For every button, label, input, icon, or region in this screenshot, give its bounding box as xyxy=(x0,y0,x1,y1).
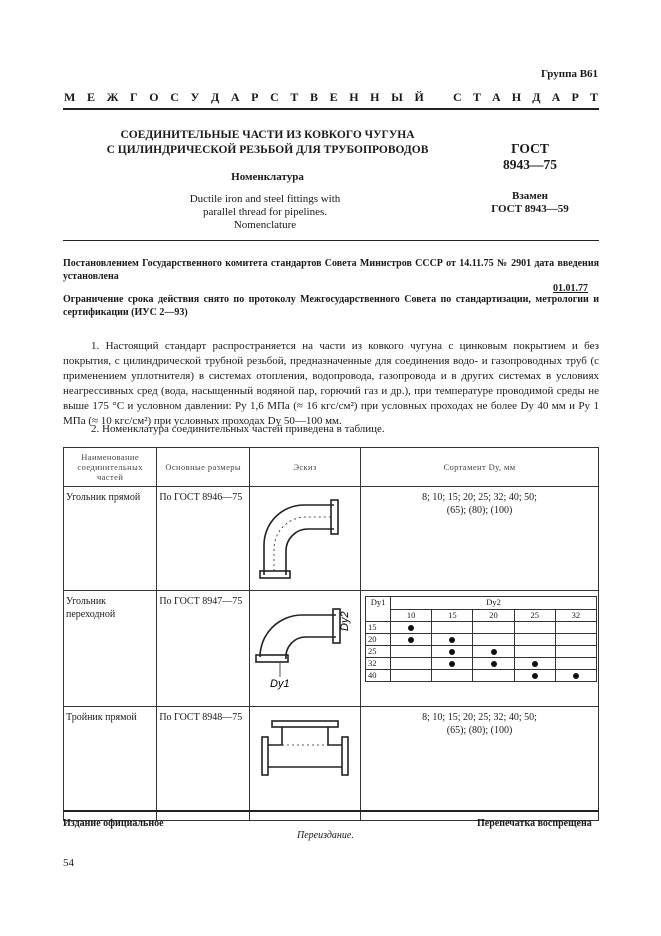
table-row xyxy=(64,591,599,707)
inner-header-dy2: Dу2 xyxy=(391,597,597,610)
dot-icon xyxy=(573,673,579,679)
inner-cell xyxy=(555,622,596,634)
reprint-note: Перепечатка воспрещена xyxy=(477,818,592,829)
inner-cell xyxy=(555,634,596,646)
inner-cell xyxy=(391,646,432,658)
dot-icon xyxy=(449,637,455,643)
inner-col-header: 25 xyxy=(514,609,555,622)
inner-col-header: 20 xyxy=(473,609,514,622)
inner-cell xyxy=(391,634,432,646)
elbow-sketch-icon xyxy=(250,487,360,587)
banner-letter: Т xyxy=(290,90,299,104)
banner-letter: Ы xyxy=(391,90,403,104)
inner-cell xyxy=(432,646,473,658)
dot-icon xyxy=(449,661,455,667)
inner-cell xyxy=(391,658,432,670)
row-range: 8; 10; 15; 20; 25; 32; 40; 50; (65); (80); (100) xyxy=(422,492,537,516)
english-title: Ductile iron and steel fittings with parallel thread for pipelines. Nomenclature xyxy=(189,193,341,231)
inner-cell xyxy=(514,658,555,670)
label-dy1: Dy1 xyxy=(270,678,290,690)
inner-cell xyxy=(391,670,432,682)
document-title: СОЕДИНИТЕЛЬНЫЕ ЧАСТИ ИЗ КОВКОГО ЧУГУНА С ЦИЛИНДРИЧЕСКОЙ РЕЗЬБОЙ ДЛЯ ТРУБОПРОВОДОВ xyxy=(106,129,429,156)
inner-row xyxy=(366,670,597,682)
inner-cell xyxy=(391,622,432,634)
banner-letter: С xyxy=(270,90,279,104)
inner-cell xyxy=(555,658,596,670)
standard-banner xyxy=(64,90,598,105)
reducing-sizes-table xyxy=(365,596,597,682)
footer-rule xyxy=(63,810,599,812)
inner-cell xyxy=(555,670,596,682)
banner-letter: С xyxy=(453,90,462,104)
inner-cell xyxy=(555,646,596,658)
row-sizes: По ГОСТ 8946—75 xyxy=(159,492,243,503)
inner-header-dy1: Dу1 xyxy=(366,597,391,622)
limit-text: Ограничение срока действия снято по протоколу Межгосударственного Совета по стандартизации, метрологии и сертификации (ИУС 2—93) xyxy=(63,294,599,318)
inner-col-header: 32 xyxy=(555,609,596,622)
banner-letter: Р xyxy=(571,90,579,104)
banner-letter: Т xyxy=(589,90,598,104)
group-code: Группа В61 xyxy=(541,68,599,80)
inner-cell xyxy=(432,658,473,670)
banner-letter: Г xyxy=(130,90,138,104)
inner-row xyxy=(366,634,597,646)
banner-letter: Н xyxy=(511,90,522,104)
inner-row-label: 25 xyxy=(366,646,391,658)
banner-letter: А xyxy=(551,90,561,104)
row-name: Угольник переходной xyxy=(66,596,116,620)
inner-col-header: 10 xyxy=(391,609,432,622)
banner-letter: Н xyxy=(349,90,359,104)
replaces-standard: Взамен ГОСТ 8943—59 xyxy=(491,190,569,215)
header-range: Сортамент Dу, мм xyxy=(361,448,599,487)
effective-date: 01.01.77 xyxy=(553,283,588,294)
banner-letter: Е xyxy=(329,90,338,104)
sketch-reducing-elbow xyxy=(250,591,361,707)
dot-icon xyxy=(449,649,455,655)
table-intro: 2. Номенклатура соединительных частей приведена в таблице. xyxy=(91,423,385,435)
inner-row-label: 32 xyxy=(366,658,391,670)
gost-number: ГОСТ 8943—75 xyxy=(503,141,557,172)
inner-row-label: 15 xyxy=(366,622,391,634)
sketch-straight-tee xyxy=(250,707,361,821)
banner-left xyxy=(64,90,424,105)
banner-letter: Р xyxy=(251,90,259,104)
row-name: Тройник прямой xyxy=(66,712,137,723)
header-name: Наименование соединительных частей xyxy=(64,448,157,487)
table-row xyxy=(64,487,599,591)
banner-letter: Е xyxy=(86,90,95,104)
dot-icon xyxy=(408,625,414,631)
row-sizes: По ГОСТ 8947—75 xyxy=(159,596,243,607)
inner-cell xyxy=(514,646,555,658)
inner-row-label: 20 xyxy=(366,634,391,646)
inner-cell xyxy=(432,634,473,646)
header-sketch: Эскиз xyxy=(250,448,361,487)
dot-icon xyxy=(491,661,497,667)
banner-letter: Т xyxy=(472,90,481,104)
nomenclature-table xyxy=(63,447,599,821)
banner-letter: Д xyxy=(210,90,220,104)
row-sizes: По ГОСТ 8948—75 xyxy=(159,712,243,723)
edition-note: Издание официальное xyxy=(63,818,164,829)
inner-col-header: 15 xyxy=(432,609,473,622)
inner-cell xyxy=(432,622,473,634)
title-rule xyxy=(63,240,599,241)
inner-cell xyxy=(473,658,514,670)
banner-letter: В xyxy=(309,90,318,104)
inner-row xyxy=(366,646,597,658)
scope-paragraph: 1. Настоящий стандарт распространяется на части из ковкого чугуна с цинковым покрытием и без покрытия, с цилиндрической трубной резьбой, предназначенные для соединения водо- и газопроводных труб (с применением уплотнителя) в системах отопления, водопровода, газопровода и в других системах в условиях неагрессивных сред (вода, насыщенный водяной пар, горючий газ и др.), при температуре проводимой среды не выше 175 °С и условном давлении: Pу 1,6 МПа (≈ 16 кгс/см²) при условных проходах не более Dу 40 мм и Pу 1 МПа (≈ 10 кгс/см²) при условных проходах Dу 50—100 мм. xyxy=(63,340,599,427)
row-name: Угольник прямой xyxy=(66,492,141,503)
banner-letter: Н xyxy=(370,90,380,104)
banner-letter: У xyxy=(190,90,200,104)
reissue-note: Переиздание. xyxy=(297,830,354,841)
banner-letter: А xyxy=(491,90,501,104)
inner-cell xyxy=(514,622,555,634)
header-sizes: Основные размеры xyxy=(157,448,250,487)
inner-cell xyxy=(473,622,514,634)
table-row xyxy=(64,707,599,821)
reducing-elbow-sketch-icon xyxy=(250,591,360,703)
tee-sketch-icon xyxy=(250,707,360,817)
header-rule xyxy=(63,108,599,110)
dot-icon xyxy=(491,649,497,655)
banner-letter: С xyxy=(170,90,179,104)
page-number: 54 xyxy=(63,857,74,869)
inner-row xyxy=(366,622,597,634)
dot-icon xyxy=(532,661,538,667)
inner-cell xyxy=(473,646,514,658)
inner-cell xyxy=(473,634,514,646)
banner-letter: М xyxy=(64,90,76,104)
banner-letter: Д xyxy=(532,90,541,104)
banner-right xyxy=(453,90,598,105)
sketch-straight-elbow xyxy=(250,487,361,591)
banner-letter: Й xyxy=(414,90,424,104)
banner-letter: Ж xyxy=(106,90,119,104)
document-subtitle: Номенклатура xyxy=(231,171,304,183)
label-dy2: Dy2 xyxy=(339,611,352,631)
inner-cell xyxy=(514,670,555,682)
inner-row xyxy=(366,658,597,670)
inner-cell xyxy=(514,634,555,646)
decree-text: Постановлением Государственного комитета стандартов Совета Министров СССР от 14.11.75 № 2901 дата введения установлена xyxy=(63,258,599,282)
row-range: 8; 10; 15; 20; 25; 32; 40; 50; (65); (80); (100) xyxy=(422,712,537,736)
inner-cell xyxy=(473,670,514,682)
dot-icon xyxy=(532,673,538,679)
inner-cell xyxy=(432,670,473,682)
inner-row-label: 40 xyxy=(366,670,391,682)
banner-letter: О xyxy=(149,90,159,104)
dot-icon xyxy=(408,637,414,643)
banner-letter: А xyxy=(230,90,240,104)
